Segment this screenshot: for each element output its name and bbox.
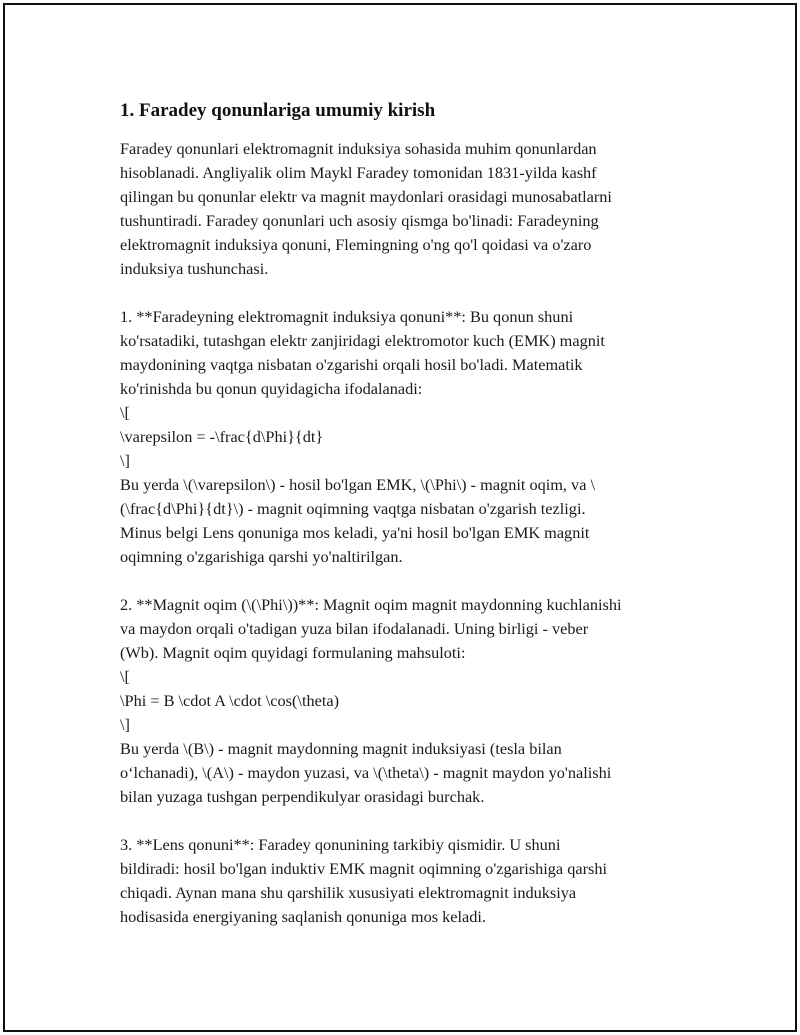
- section-faraday-law: 1. **Faradeyning elektromagnit induksiya qonuni**: Bu qonun shuni ko'rsatadiki, tutashgan elektr zanjiridagi elektromotor kuch (EMK) magnit maydonining vaqtga nisbatan o'zgarishi orqali hosil bo'ladi. Matematik ko'rinishda bu qonun quyidagicha ifodalanadi: \[ \varepsilon = -\frac{d\Phi}{dt} \] Bu yerda \(\varepsilon\) - hosil bo'lgan EMK, \(\Phi\) - magnit oqim, va \ (\frac{d\Phi}{dt}\) - magnit oqimning vaqtga nisbatan o'zgarish tezligi. Minus belgi Lens qonuniga mos keladi, ya'ni hosil bo'lgan EMK magnit oqimning o'zgarishiga qarshi yo'naltirilgan.: [120, 307, 605, 566]
- intro-paragraph: Faradey qonunlari elektromagnit induksiya sohasida muhim qonunlardan hisoblanadi. Angliyalik olim Maykl Faradey tomonidan 1831-yilda kashf qilingan bu qonunlar elektr va magnit maydonlari orasidagi munosabatlarni tushuntiradi. Faradey qonunlari uch asosiy qismga bo'linadi: Faradeyning elektromagnit induksiya qonuni, Flemingning o'ng qo'l qoidasi va o'zaro induksiya tushunchasi.: [120, 139, 612, 278]
- section-magnetic-flux: 2. **Magnit oqim (\(\Phi\))**: Magnit oqim magnit maydonning kuchlanishi va maydon orqali o'tadigan yuza bilan ifodalanadi. Uning birligi - veber (Wb). Magnit oqim quyidagi formulaning mahsuloti: \[ \Phi = B \cdot A \cdot \cos(\theta) \] Bu yerda \(B\) - magnit maydonning magnit induksiyasi (tesla bilan o‘lchanadi), \(A\) - maydon yuzasi, va \(\theta\) - magnit maydon yo'nalishi bilan yuzaga tushgan perpendikulyar orasidagi burchak.: [120, 595, 622, 806]
- document-title: 1. Faradey qonunlariga umumiy kirish: [120, 100, 436, 121]
- paragraph-gap: [120, 569, 700, 593]
- section-lenz-law: 3. **Lens qonuni**: Faradey qonunining tarkibiy qismidir. U shuni bildiradi: hosil bo'lgan induktiv EMK magnit oqimning o'zgarishiga qarshi chiqadi. Aynan mana shu qarshilik xususiyati elektromagnit induksiya hodisasida energiyaning saqlanish qonuniga mos keladi.: [120, 835, 608, 926]
- document-body: [120, 97, 700, 929]
- paragraph-gap: [120, 281, 700, 305]
- page-frame: [3, 3, 797, 1032]
- paragraph-gap: [120, 809, 700, 833]
